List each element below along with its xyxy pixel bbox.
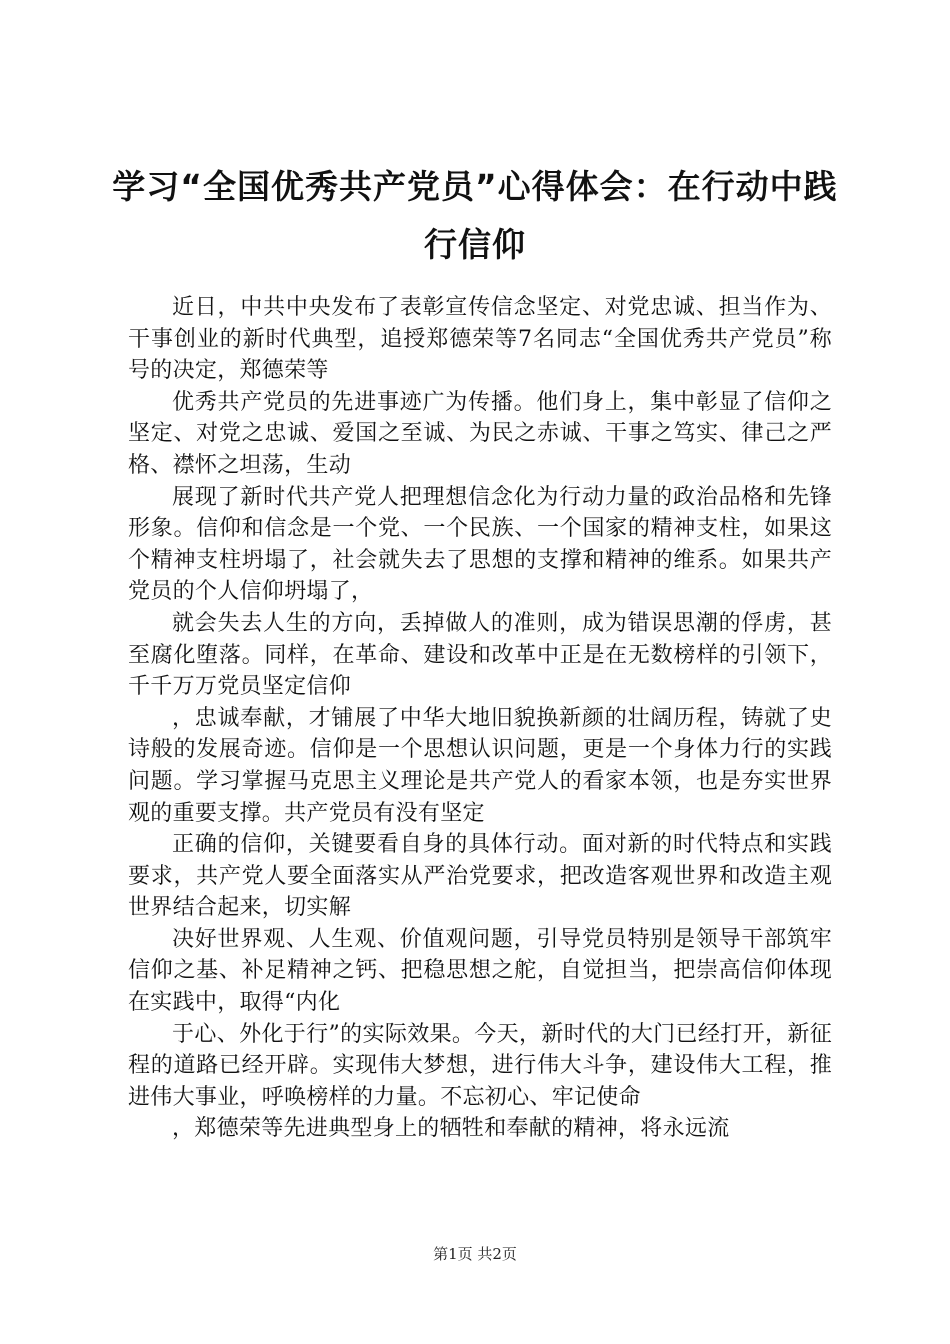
document-body [128,292,832,1145]
paragraph-1: 近日，中共中央发布了表彰宣传信念坚定、对党忠诚、担当作为、干事创业的新时代典型，追授郑德荣等7名同志“全国优秀共产党员”称号的决定，郑德荣等 [128,295,832,384]
paragraph-2: 优秀共产党员的先进事迹广为传播。他们身上，集中彰显了信仰之坚定、对党之忠诚、爱国之至诚、为民之赤诚、干事之笃实、律己之严格、襟怀之坦荡，生动 [128,389,832,478]
paragraph-7: 决好世界观、人生观、价值观问题，引导党员特别是领导干部筑牢信仰之基、补足精神之钙、把稳思想之舵，自觉担当，把崇高信仰体现在实践中，取得“内化 [128,926,832,1016]
paragraph-8: 于心、外化于行”的实际效果。今天，新时代的大门已经打开，新征程的道路已经开辟。实现伟大梦想，进行伟大斗争，建设伟大工程，推进伟大事业，呼唤榜样的力量。不忘初心、牢记使命 [128,1021,832,1110]
paragraph-6: 正确的信仰，关键要看自身的具体行动。面对新的时代特点和实践要求，共产党人要全面落实从严治党要求，把改造客观世界和改造主观世界结合起来，切实解 [128,832,832,921]
document-title: 学习“全国优秀共产党员”心得体会：在行动中践行信仰 [112,167,838,264]
paragraph-4: 就会失去人生的方向，丢掉做人的准则，成为错误思潮的俘虏，甚至腐化堕落。同样，在革命、建设和改革中正是在无数榜样的引领下，千千万万党员坚定信仰 [128,610,832,700]
paragraph-3: 展现了新时代共产党人把理想信念化为行动力量的政治品格和先锋形象。信仰和信念是一个党、一个民族、一个国家的精神支柱，如果这个精神支柱坍塌了，社会就失去了思想的支撑和精神的维系。如果共产党员的个人信仰坍塌了， [128,484,832,605]
paragraph-5: ，忠诚奉献，才铺展了中华大地旧貌换新颜的壮阔历程，铸就了史诗般的发展奇迹。信仰是一个思想认识问题，更是一个身体力行的实践问题。学习掌握马克思主义理论是共产党人的看家本领，也是夯实世界观的重要支撑。共产党员有没有坚定 [128,705,832,826]
page-number-footer: 第1页 共2页 [433,1245,517,1263]
paragraph-9: ，郑德荣等先进典型身上的牺牲和奉献的精神，将永远流 [172,1116,730,1142]
